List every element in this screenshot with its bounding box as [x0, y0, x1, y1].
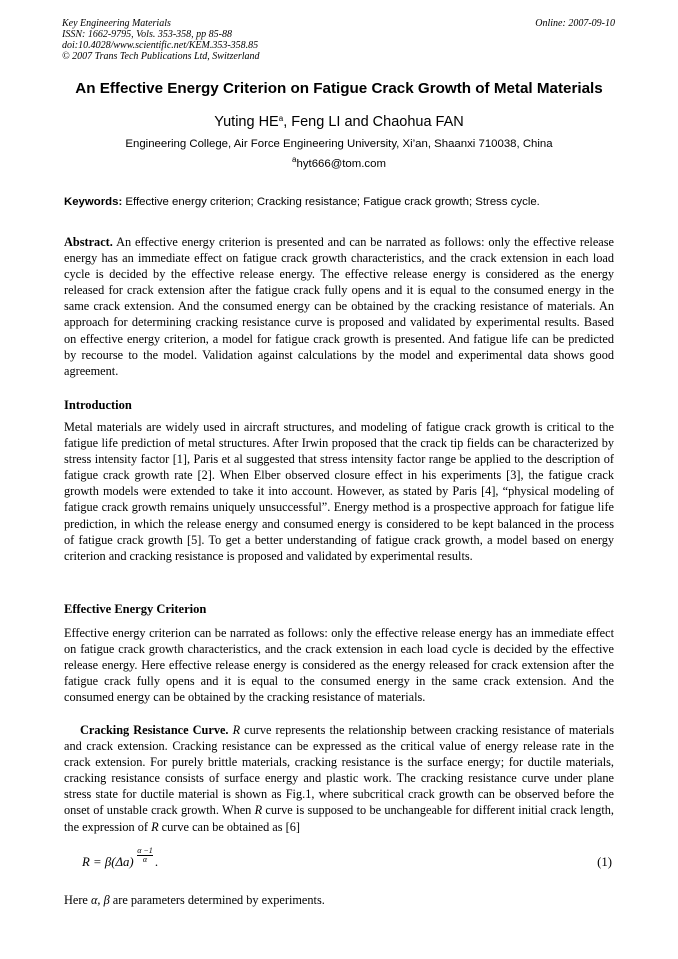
criterion-text: Effective energy criterion can be narrated as follows: only the effective release energy has an immediate effect on fatigue crack growth characteristics, and the crack extension in each load cycle is decided by the effective release energy. Here effective release energy is considered as the energy released for crack extension after the fatigue crack fully opens and it is equal to the consumed energy in the same crack extension. And the consumed energy can be obtained by the cracking resistance of materials.	[64, 626, 614, 705]
affiliation: Engineering College, Air Force Engineering University, Xi’an, Shaanxi 710038, China	[125, 138, 553, 150]
author-affil-mark: a	[278, 114, 284, 123]
keywords-label: Keywords:	[64, 196, 123, 208]
resistance-curve-text-a: curve represents the relationship between cracking resistance of materials and crack extension. Cracking resistance can be expressed as the critical value of energy release rate in the crack extension. For purely brittle materials, cracking resistance is the surface energy; for ductile materials, cracking resistance consists of surface energy and plastic work. The cracking resistance curve under plane stress state for ductile material is shown as Fig.1, where subcritical crack growth can be observed before the onset of unstable crack growth. When	[64, 723, 614, 818]
resistance-curve-paragraph	[64, 722, 614, 835]
abstract-text: An effective energy criterion is presented and can be narrated as follows: only the effective release energy has an immediate effect on fatigue crack growth characteristics, and the crack extension in each load cycle is decided by the effective release energy. The effective release energy is considered as the energy released for crack extension after the fatigue crack fully opens and it is equal to the consumed energy in the same crack extension. And the consumed energy can be obtained by the cracking resistance of materials. An approach for determining cracking resistance curve is proposed and validated by experimental results. Based on effective energy criterion, a model for fatigue crack growth is presented. And fatigue life can be predicted by recourse to the model. Validation against calculations by the model and experimental data shows good agreement.	[64, 235, 614, 378]
equation-exponent	[137, 847, 153, 864]
email-affil-mark: a	[292, 155, 297, 164]
parameters-sentence	[64, 893, 325, 908]
email-address[interactable]: hyt666@tom.com	[296, 158, 386, 170]
parameters-rest: are parameters determined by experiments.	[109, 893, 325, 907]
author-primary: Yuting HE	[214, 114, 279, 130]
parameters-lead: Here	[64, 893, 91, 907]
introduction-heading: Introduction	[64, 398, 132, 412]
author-others: , Feng LI and Chaohua FAN	[283, 114, 464, 130]
abstract-label: Abstract.	[64, 235, 113, 249]
paper-title: An Effective Energy Criterion on Fatigue Crack Growth of Metal Materials	[75, 80, 603, 97]
resistance-curve-text-c: curve can be obtained as [6]	[158, 819, 300, 834]
copyright-line: © 2007 Trans Tech Publications Ltd, Switzerland	[62, 51, 260, 62]
online-date: Online: 2007-09-10	[535, 18, 615, 29]
introduction-text: Metal materials are widely used in aircraft structures, and modeling of fatigue crack growth is critical to the fatigue life prediction of metal structures. After Irwin proposed that the crack tip fields can be characterized by stress intensity factor [1], Paris et al suggested that stress intensity factor range be applied to the description of fatigue crack growth rate [2]. When Elber observed closure effect in his experiments [3], the fatigue crack growth models were extended to take it into account. However, as stated by Paris [4], “physical modeling of fatigue crack growth remains uniquely unsuccessful”. Energy method is a prospective approach for fatigue life prediction, in which the release energy and consumed energy is considered to be kept balanced in the process of fatigue crack growth [5]. To get a better understanding of fatigue crack growth, a model based on energy criterion and cracking resistance is proposed and validated by experimental results.	[64, 420, 614, 563]
abstract	[64, 234, 614, 379]
doi-line: doi:10.4028/www.scientific.net/KEM.353-358.85	[62, 40, 259, 51]
criterion-heading: Effective Energy Criterion	[64, 602, 207, 616]
equation-number: (1)	[597, 855, 612, 869]
r-symbol: R	[151, 819, 159, 834]
authors-line	[0, 114, 678, 130]
email-line	[0, 155, 678, 170]
journal-name: Key Engineering Materials	[62, 18, 171, 29]
journal-info	[62, 18, 260, 62]
exponent-numerator: α −1	[137, 846, 153, 855]
resistance-curve-label: Cracking Resistance Curve.	[80, 723, 229, 737]
resistance-curve-text-b: curve is supposed to be unchangeable for different initial crack length, the expression of	[64, 803, 614, 834]
exponent-denominator: α	[142, 855, 148, 864]
r-symbol: R	[232, 723, 241, 737]
parameters-symbols: α, β	[90, 893, 110, 907]
equation-lhs: R = β(Δa)	[82, 855, 134, 869]
r-symbol: R	[254, 803, 263, 818]
keywords-text: Effective energy criterion; Cracking resistance; Fatigue crack growth; Stress cycle.	[125, 196, 540, 208]
equation-tail: .	[154, 855, 159, 869]
keywords	[64, 196, 624, 208]
issn-line: ISSN: 1662-9795, Vols. 353-358, pp 85-88	[62, 29, 232, 40]
